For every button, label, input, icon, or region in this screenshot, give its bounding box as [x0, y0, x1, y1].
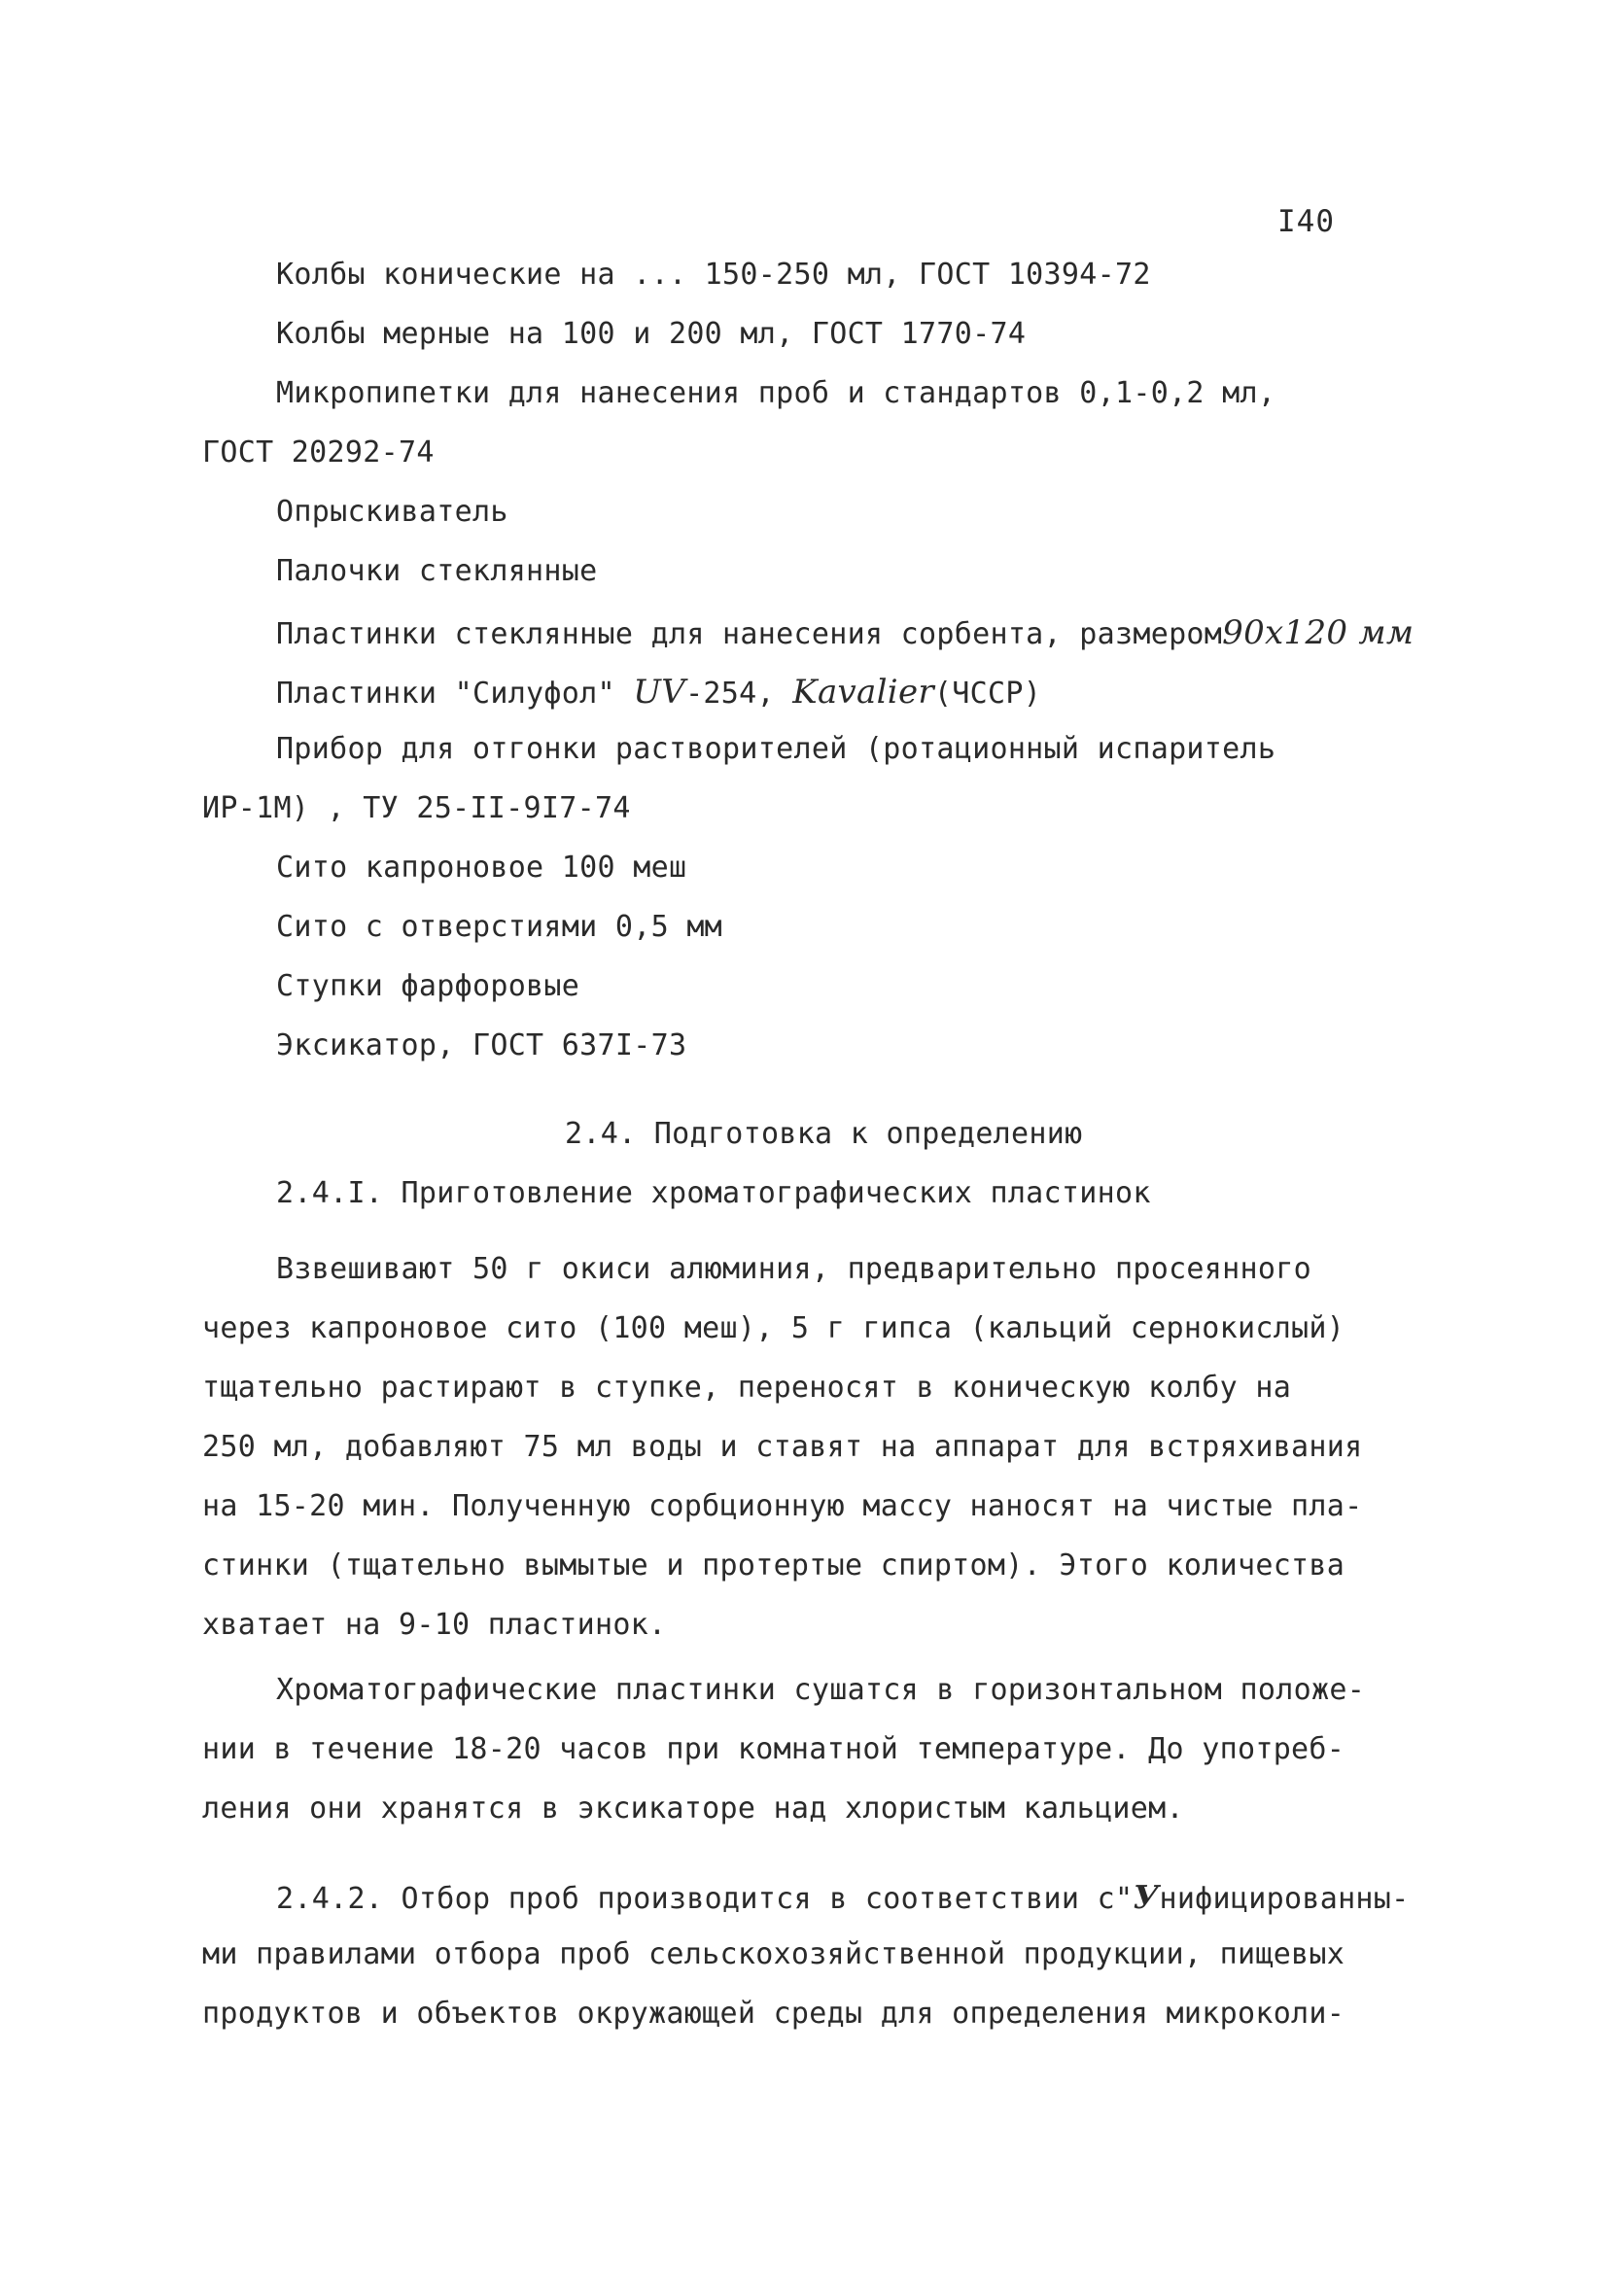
- handwritten-letter: У: [1133, 1878, 1160, 1916]
- equipment-line-text: Пластинки "Силуфол": [276, 677, 615, 711]
- paragraph-line: 250 мл, добавляют 75 мл воды и ставят на аппарат для встряхивания: [202, 1430, 1363, 1464]
- paragraph-line-text: 2.4.2. Отбор проб производится в соответствии с": [276, 1882, 1134, 1916]
- handwritten-uv: UV: [633, 673, 686, 712]
- paragraph-line: нии в течение 18-20 часов при комнатной температуре. До употреб-: [202, 1732, 1345, 1766]
- paragraph-line: через капроновое сито (100 меш), 5 г гипса (кальций сернокислый): [202, 1311, 1345, 1345]
- paragraph-line: на 15-20 мин. Полученную сорбционную массу наносят на чистые пла-: [202, 1489, 1363, 1523]
- equipment-line-text: (ЧССР): [933, 677, 1042, 711]
- section-subheading: 2.4.I. Приготовление хроматографических пластинок: [276, 1176, 1151, 1210]
- paragraph-line: ми правилами отбора проб сельскохозяйственной продукции, пищевых: [202, 1937, 1345, 1971]
- equipment-line: ИР-1М) , ТУ 25-II-9I7-74: [202, 791, 631, 825]
- equipment-line-text: Пластинки стеклянные для нанесения сорбента, размером: [276, 617, 1223, 651]
- equipment-line: [276, 613, 1415, 652]
- page-number: I40: [1277, 204, 1335, 239]
- paragraph-line: [276, 1878, 1410, 1916]
- equipment-line: Сито капроновое 100 меш: [276, 851, 687, 885]
- handwritten-dimension: 90х120 мм: [1222, 613, 1415, 652]
- equipment-line: Прибор для отгонки растворителей (ротационный испаритель: [276, 732, 1276, 766]
- paragraph-line: Хроматографические пластинки сушатся в горизонтальном положе-: [276, 1673, 1366, 1707]
- equipment-line: Сито с отверстиями 0,5 мм: [276, 910, 723, 944]
- paragraph-line: стинки (тщательно вымытые и протертые спиртом). Этого количества: [202, 1548, 1345, 1583]
- equipment-line: Микропипетки для нанесения проб и стандартов 0,1-0,2 мл,: [276, 376, 1276, 410]
- equipment-line: ГОСТ 20292-74: [202, 435, 435, 470]
- paragraph-line: тщательно растирают в ступке, переносят в коническую колбу на: [202, 1371, 1292, 1405]
- paragraph-line: Взвешивают 50 г окиси алюминия, предварительно просеянного: [276, 1252, 1311, 1286]
- paragraph-line: ления они хранятся в эксикаторе над хлористым кальцием.: [202, 1792, 1184, 1826]
- equipment-line: Колбы конические на ... 150-250 мл, ГОСТ 10394-72: [276, 258, 1151, 292]
- equipment-line-text: -254,: [685, 677, 775, 711]
- equipment-line: Опрыскиватель: [276, 495, 508, 529]
- equipment-line: Колбы мерные на 100 и 200 мл, ГОСТ 1770-74: [276, 317, 1027, 351]
- section-heading: 2.4. Подготовка к определению: [565, 1117, 1083, 1151]
- equipment-line: [276, 673, 1042, 712]
- paragraph-line-text: нифицированны-: [1159, 1882, 1410, 1916]
- equipment-line: Палочки стеклянные: [276, 554, 598, 588]
- handwritten-kavalier: Kavalier: [792, 673, 934, 712]
- equipment-line: Эксикатор, ГОСТ 637I-73: [276, 1028, 687, 1062]
- equipment-line: Ступки фарфоровые: [276, 969, 580, 1003]
- paragraph-line: продуктов и объектов окружающей среды для определения микроколи-: [202, 1997, 1345, 2031]
- paragraph-line: хватает на 9-10 пластинок.: [202, 1608, 667, 1642]
